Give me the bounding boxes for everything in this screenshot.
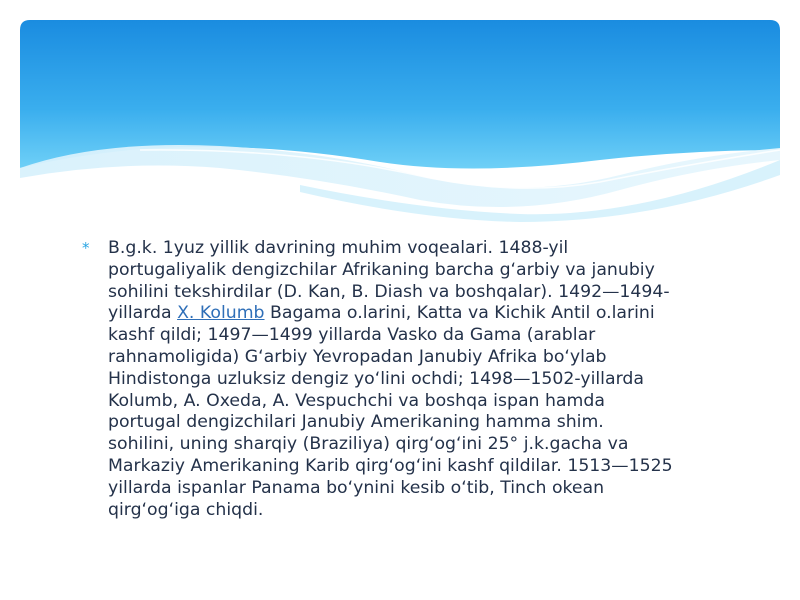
text-line-6: rahnamoligida) G‘arbiy Yevropadan Janubiy Afrika bo‘ylab (108, 346, 607, 367)
text-line-1: B.g.k. 1yuz yillik davrining muhim voqealari. 1488-yil (108, 238, 569, 258)
text-line-9: portugal dengizchilari Janubiy Amerikaning hamma shim. (108, 412, 604, 433)
text-line-4-end: Bagama o.larini, Katta va Kichik Antil o.larini (264, 303, 655, 324)
text-line-3: sohilini tekshirdilar (D. Kan, B. Diash va boshqalar). 1492—1494- (108, 281, 670, 302)
text-line-13: qirg‘og‘iga chiqdi. (108, 499, 264, 520)
banner-blue (20, 20, 780, 169)
text-line-2: portugaliyalik dengizchilar Afrikaning barcha g‘arbiy va janubiy (108, 259, 655, 280)
text-line-7: Hindistonga uzluksiz dengiz yo‘lini ochdi; 1498—1502-yillarda (108, 368, 644, 389)
text-line-11: Markaziy Amerikaning Karib qirg‘og‘ini kashf qildilar. 1513—1525 (108, 455, 673, 476)
text-line-5: kashf qildi; 1497—1499 yillarda Vasko da Gama (arablar (108, 325, 596, 346)
text-line-4 (108, 303, 722, 325)
text-line-8: Kolumb, A. Oxeda, A. Vespuchchi va boshqa ispan hamda (108, 390, 605, 411)
paragraph (108, 238, 722, 521)
kolumb-link[interactable]: X. Kolumb (177, 303, 265, 324)
text-line-10: sohilini, uning sharqiy (Braziliya) qirg‘og‘ini 25° j.k.gacha va (108, 434, 629, 455)
text-line-12: yillarda ispanlar Panama bo‘ynini kesib o‘tib, Tinch okean (108, 477, 605, 498)
wave-banner (0, 0, 800, 230)
text-line-4-start: yillarda (108, 303, 178, 324)
content-body (82, 238, 722, 521)
bullet-star-icon: * (82, 239, 90, 257)
bullet-item (82, 238, 722, 521)
